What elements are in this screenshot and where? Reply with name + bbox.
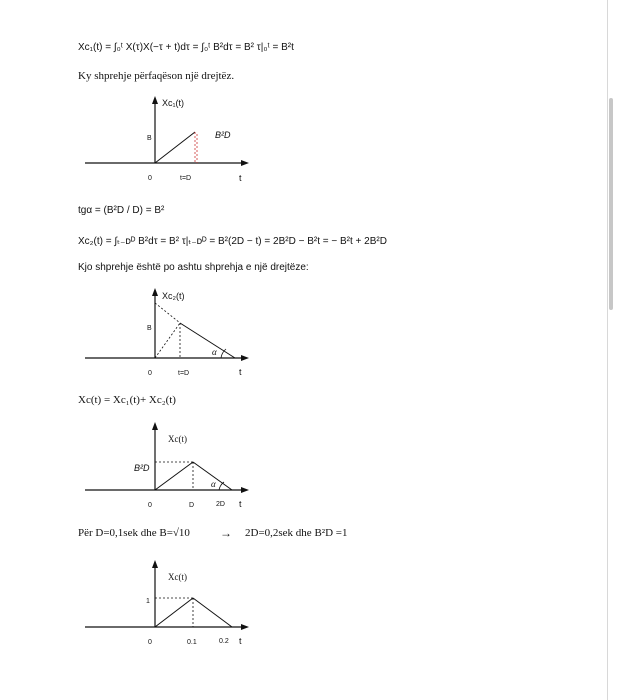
graph4-one-label: 1 — [146, 598, 150, 605]
graph2-td: t=D — [178, 370, 190, 377]
graph4-x1-label: 0.1 — [187, 639, 197, 646]
graph4-t: t — [239, 636, 242, 646]
graph1-td: t=D — [180, 175, 192, 182]
graph4-x-arrow — [241, 624, 249, 630]
graph2-ylabel: Xc₂(t) — [162, 291, 185, 301]
equation-xc-sum: Xc(t) = Xc₁(t)+ Xc₂(t) — [78, 394, 176, 406]
graph3-d-label: D — [189, 502, 195, 509]
graph4-origin: 0 — [148, 639, 152, 646]
graph1-ylabel: Xc₁(t) — [162, 98, 185, 108]
equation-xc2: Xc₂(t) = ∫ₜ₋ᴅᴰ B²dτ = B² τ|ₜ₋ᴅᴰ = B²(2D − t) = 2B²D − B²t = − B²t + 2B²D — [78, 236, 387, 247]
graph2-t: t — [239, 367, 242, 377]
equation-values-right: 2D=0,2sek dhe B²D =1 — [245, 527, 348, 539]
text-line-1: Ky shprehje përfaqëson një drejtëz. — [78, 70, 235, 82]
graph4-fall — [193, 598, 232, 627]
graph4-y-arrow — [152, 560, 158, 568]
graph2-b-label: B — [147, 325, 152, 332]
graph4-x2-label: 0.2 — [219, 638, 229, 645]
graph1-b2d-label: B²D — [215, 130, 231, 140]
equation-tg-alpha: tgα = (B²D / D) = B² — [78, 205, 165, 216]
graph4-rise — [155, 598, 193, 627]
graph3-t: t — [239, 499, 242, 509]
text-line-2: Kjo shprehje është po ashtu shprehja e një drejtëze: — [78, 262, 309, 273]
graph1-b-label: B — [147, 135, 152, 142]
graph3-ylabel: Xc(t) — [168, 434, 187, 444]
graph4-ylabel: Xc(t) — [168, 572, 187, 582]
graph2-alpha: α — [212, 347, 217, 357]
graph1-t: t — [239, 173, 242, 183]
equation-xc1: Xc₁(t) = ∫₀ᵗ X(τ)X(−τ + t)dτ = ∫₀ᵗ B²dτ = B² τ|₀ᵗ = B²t — [78, 42, 294, 53]
graph3-2d-label: 2D — [216, 501, 225, 508]
graph3-origin: 0 — [148, 502, 152, 509]
graph1-origin: 0 — [148, 175, 152, 182]
graph2-origin: 0 — [148, 370, 152, 377]
graph3-alpha: α — [211, 479, 216, 489]
arrow-icon: → — [220, 526, 232, 540]
equation-values-left: Për D=0,1sek dhe B=√10 — [78, 527, 190, 539]
graph3-b2d-label: B²D — [134, 463, 150, 473]
